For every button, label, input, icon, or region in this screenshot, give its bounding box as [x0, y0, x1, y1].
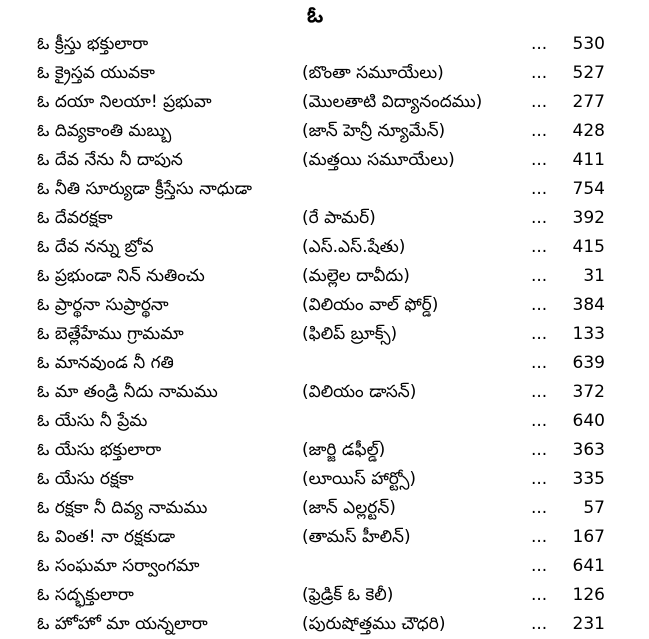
index-entry [0, 552, 649, 581]
index-entry [0, 436, 649, 465]
page-number: 754 [572, 179, 605, 199]
leader-dots: ... [531, 353, 548, 373]
song-title: ఓ యేసు రక్షకా [37, 469, 134, 489]
leader-dots: ... [531, 121, 548, 141]
song-title: ఓ దేవ నేను నీ దాపున [37, 150, 183, 170]
page-number: 372 [572, 382, 605, 402]
leader-dots: ... [531, 585, 548, 605]
leader-dots: ... [531, 34, 548, 54]
song-title: ఓ దేవరక్షకా [37, 208, 113, 228]
leader-dots: ... [531, 614, 548, 634]
page-number: 126 [572, 585, 605, 605]
leader-dots: ... [531, 295, 548, 315]
song-title: ఓ దయా నిలయా! ప్రభువా [37, 92, 212, 112]
song-title: ఓ మా తండ్రి నీదు నామము [37, 382, 218, 402]
page-number: 640 [572, 411, 605, 431]
song-title: ఓ ప్రార్థనా సుప్రార్థనా [37, 295, 169, 315]
page-number: 231 [572, 614, 605, 634]
song-title: ఓ రక్షకా నీ దివ్య నామము [37, 498, 208, 518]
index-entry [0, 349, 649, 378]
song-author: (రే పామర్) [302, 208, 376, 228]
song-author: (జాన్ ఎల్లర్టన్) [302, 498, 396, 518]
song-title: ఓ యేసు నీ ప్రేమ [37, 411, 148, 431]
index-entry [0, 59, 649, 88]
leader-dots: ... [531, 469, 548, 489]
song-title: ఓ దేవ నన్ను బ్రోవ [37, 237, 154, 257]
index-entry [0, 291, 649, 320]
leader-dots: ... [531, 527, 548, 547]
song-title: ఓ యేసు భక్తులారా [37, 440, 162, 460]
song-author: (మల్లెల దావీదు) [302, 266, 410, 286]
song-author: (మొలతాటి విద్యానందము) [302, 92, 483, 112]
song-title: ఓ క్రైస్తవ యువకా [37, 63, 155, 83]
index-entry [0, 175, 649, 204]
leader-dots: ... [531, 237, 548, 257]
song-author: (మత్తయి సమూయేలు) [302, 150, 455, 170]
leader-dots: ... [531, 63, 548, 83]
song-author: (జాన్ హెన్రీ న్యూమేన్) [302, 121, 446, 141]
leader-dots: ... [531, 266, 548, 286]
index-entry [0, 610, 649, 639]
leader-dots: ... [531, 556, 548, 576]
song-author: (పురుషోత్తము చౌధరి) [302, 614, 446, 634]
page-number: 392 [572, 208, 605, 228]
index-entry [0, 146, 649, 175]
song-author: (విలియం వాల్ ఫోర్డ్) [302, 295, 439, 315]
section-letter-heading: ఓ [306, 3, 324, 28]
song-author: (లూయిస్ హార్ట్సో) [302, 469, 416, 489]
page-number: 167 [572, 527, 605, 547]
page-number: 31 [583, 266, 605, 286]
leader-dots: ... [531, 179, 548, 199]
page-number: 415 [572, 237, 605, 257]
index-entry [0, 378, 649, 407]
index-entry [0, 465, 649, 494]
song-title: ఓ సద్భక్తులారా [37, 585, 134, 605]
page-number: 527 [572, 63, 605, 83]
index-entry [0, 30, 649, 59]
page-number: 641 [572, 556, 605, 576]
leader-dots: ... [531, 92, 548, 112]
page-number: 411 [572, 150, 605, 170]
song-title: ఓ మానవుండ నీ గతి [37, 353, 174, 373]
index-entry [0, 204, 649, 233]
leader-dots: ... [531, 382, 548, 402]
song-title: ఓ ప్రభుండా నిన్ నుతించు [37, 266, 205, 286]
page-number: 363 [572, 440, 605, 460]
song-title: ఓ నీతి సూర్యుడా క్రీస్తేసు నాధుడా [37, 179, 252, 199]
page-number: 428 [572, 121, 605, 141]
page-number: 57 [583, 498, 605, 518]
leader-dots: ... [531, 324, 548, 344]
song-author: (బొంతా సమూయేలు) [302, 63, 444, 83]
leader-dots: ... [531, 411, 548, 431]
page-number: 384 [572, 295, 605, 315]
page-number: 277 [572, 92, 605, 112]
index-entry [0, 320, 649, 349]
leader-dots: ... [531, 208, 548, 228]
leader-dots: ... [531, 150, 548, 170]
song-title: ఓ సంఘమా సర్వాంగమా [37, 556, 200, 576]
index-entry [0, 262, 649, 291]
page-number: 530 [572, 34, 605, 54]
index-entry [0, 523, 649, 552]
song-title: ఓ క్రీస్తు భక్తులారా [37, 34, 149, 54]
song-title: ఓ హోహో మా యన్నలారా [37, 614, 208, 634]
song-author: (ఫిలిప్ బ్రూక్స్) [302, 324, 398, 344]
song-author: (ఎస్.ఎస్.షేతు) [302, 237, 406, 257]
song-title: ఓ బెత్లేహేము గ్రామమా [37, 324, 184, 344]
song-title: ఓ దివ్యకాంతి మబ్బు [37, 121, 172, 141]
index-entry [0, 117, 649, 146]
index-entry [0, 581, 649, 610]
index-entry [0, 88, 649, 117]
index-entry [0, 233, 649, 262]
index-entry [0, 407, 649, 436]
index-entry [0, 494, 649, 523]
song-index-list [0, 30, 649, 639]
leader-dots: ... [531, 498, 548, 518]
page-number: 133 [572, 324, 605, 344]
page-number: 639 [572, 353, 605, 373]
song-author: (విలియం డాసన్) [302, 382, 417, 402]
leader-dots: ... [531, 440, 548, 460]
song-title: ఓ వింత! నా రక్షకుడా [37, 527, 176, 547]
song-author: (జార్జి డఫీల్డ్) [302, 440, 386, 460]
page-number: 335 [572, 469, 605, 489]
song-author: (తామస్ హీలిన్) [302, 527, 411, 547]
song-author: (ఫ్రెడ్రిక్ ఓ కెలీ) [302, 585, 394, 605]
